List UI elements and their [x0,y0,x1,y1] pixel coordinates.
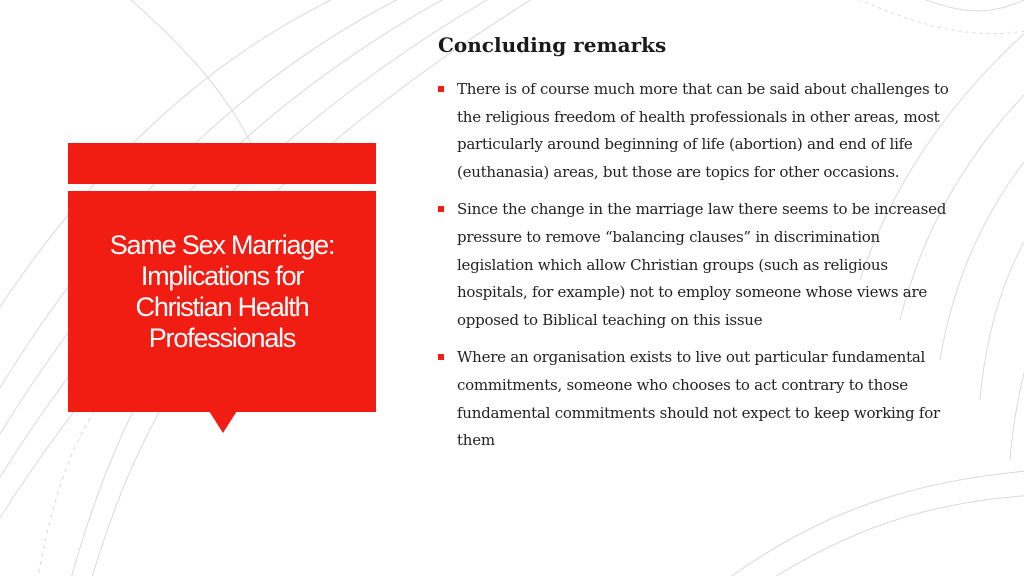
title-accent-bar [68,143,376,184]
bullet-item [438,76,958,186]
bullet-text: Since the change in the marriage law there seems to be increased pressure to remove “balancing clauses” in discrimination legislation which allow Christian groups (such as religious hospitals, for example) not to employ someone whose views are opposed to Biblical teaching on this issue [457,200,947,329]
bullet-text: Where an organisation exists to live out particular fundamental commitments, someone who chooses to act contrary to those fundamental commitments should not expect to keep working for them [457,348,940,450]
bullet-item [438,196,958,334]
square-bullet-icon [438,206,444,212]
bullet-text: There is of course much more that can be said about challenges to the religious freedom of health professionals in other areas, most particularly around beginning of life (abortion) and end of life (euthanasia) areas, but those are topics for other occasions. [457,80,949,181]
bullet-list [438,76,958,465]
square-bullet-icon [438,354,444,360]
content-heading: Concluding remarks [438,33,667,57]
title-pointer-triangle [209,411,237,433]
title-box [68,191,376,412]
bullet-item [438,344,958,454]
slide-title: Same Sex Marriage: Implications for Christian Health Professionals [109,229,335,353]
square-bullet-icon [438,86,444,92]
